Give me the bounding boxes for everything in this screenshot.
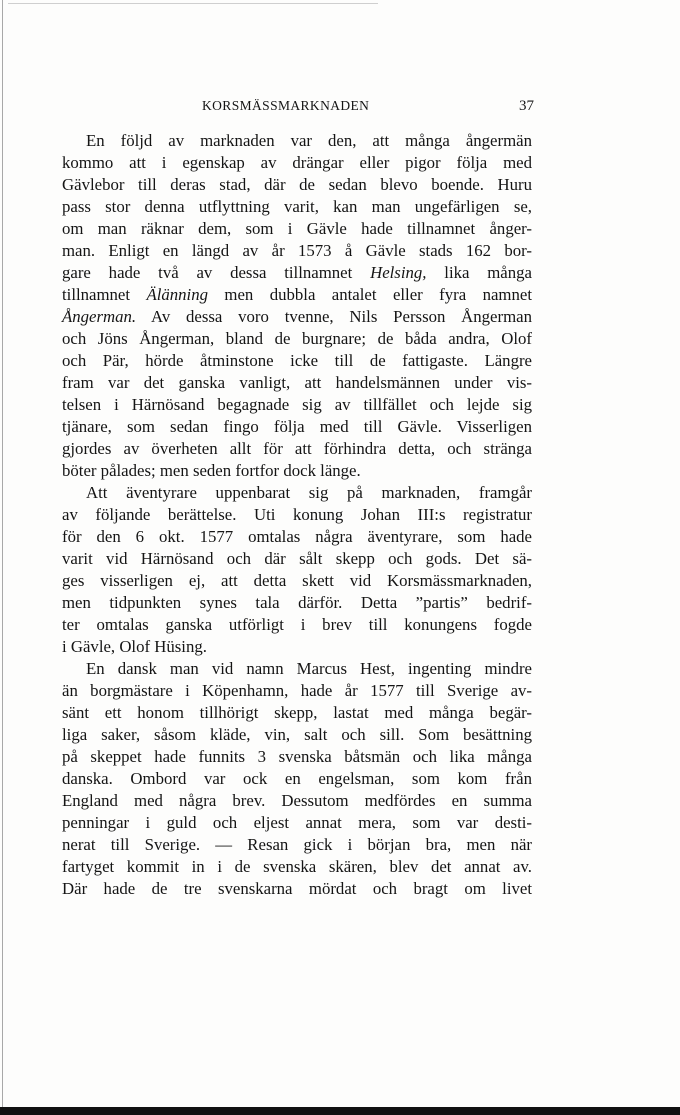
text-line: sänt ett honom tillhörigt skepp, lastat med många begär- (62, 703, 532, 722)
text-line: gare hade två av dessa tillnamnet Helsing, lika många (62, 263, 532, 282)
text-line: än borgmästare i Köpenhamn, hade år 1577 till Sverige av- (62, 681, 532, 700)
text-line: nerat till Sverige. — Resan gick i början bra, men när (62, 835, 532, 854)
text-line: penningar i guld och eljest annat mera, som var desti- (62, 813, 532, 832)
text-line: men tidpunkten synes tala därför. Detta ”partis” bedrif- (62, 593, 532, 612)
text-line: telsen i Härnösand begagnade sig av tillfället och lejde sig (62, 395, 532, 414)
text-line: gjordes av överheten allt för att förhindra detta, och stränga (62, 439, 532, 458)
text-line: En följd av marknaden var den, att många ångermän (86, 131, 532, 150)
text-line: England med några brev. Dessutom medfördes en summa (62, 791, 532, 810)
text-line: och Jöns Ångerman, bland de burgnare; de båda andra, Olof (62, 329, 532, 348)
scan-edge-line (8, 3, 378, 4)
text-line: ter omtalas ganska utförligt i brev till konungens fogde (62, 615, 532, 634)
text-line: liga saker, såsom kläde, vin, salt och sill. Som besättning (62, 725, 532, 744)
text-line: tjänare, som sedan fingo följa med till Gävle. Visserligen (62, 417, 532, 436)
page-header (202, 98, 534, 118)
body-text (62, 130, 532, 900)
text-line: Att äventyrare uppenbarat sig på marknaden, framgår (86, 483, 532, 502)
text-line: Ångerman. Av dessa voro tvenne, Nils Persson Ångerman (62, 307, 532, 326)
text-line: i Gävle, Olof Hüsing. (62, 637, 207, 656)
text-line: fram var det ganska vanligt, att handelsmännen under vis- (62, 373, 532, 392)
text-line: man. Enligt en längd av år 1573 å Gävle stads 162 bor- (62, 241, 532, 260)
text-line: och Pär, hörde åtminstone icke till de fattigaste. Längre (62, 351, 532, 370)
text-line: ges visserligen ej, att detta skett vid Korsmässmarknaden, (62, 571, 532, 590)
text-line: om man räknar dem, som i Gävle hade tillnamnet ånger- (62, 219, 532, 238)
text-line: böter pålades; men seden fortfor dock länge. (62, 461, 361, 480)
text-line: för den 6 okt. 1577 omtalas några äventyrare, som hade (62, 527, 532, 546)
scan-left-edge (2, 0, 3, 1115)
text-line: tillnamnet Älänning men dubbla antalet eller fyra namnet (62, 285, 532, 304)
text-line: Där hade de tre svenskarna mördat och bragt om livet (62, 879, 532, 898)
text-line: av följande berättelse. Uti konung Johan III:s registratur (62, 505, 532, 524)
text-line: pass stor denna utflyttning varit, kan man ungefärligen se, (62, 197, 532, 216)
running-head: KORSMÄSSMARKNADEN (202, 98, 370, 113)
text-line: En dansk man vid namn Marcus Hest, ingenting mindre (86, 659, 532, 678)
text-line: Gävlebor till deras stad, där de sedan blevo boende. Huru (62, 175, 532, 194)
text-line: varit vid Härnösand och där sålt skepp och gods. Det sä- (62, 549, 532, 568)
scan-bottom-edge (0, 1107, 680, 1115)
text-line: fartyget kommit in i de svenska skären, blev det annat av. (62, 857, 532, 876)
text-line: kommo att i egenskap av drängar eller pigor följa med (62, 153, 532, 172)
page-number: 37 (519, 98, 534, 114)
text-line: på skeppet hade funnits 3 svenska båtsmän och lika många (62, 747, 532, 766)
text-line: danska. Ombord var ock en engelsman, som kom från (62, 769, 532, 788)
